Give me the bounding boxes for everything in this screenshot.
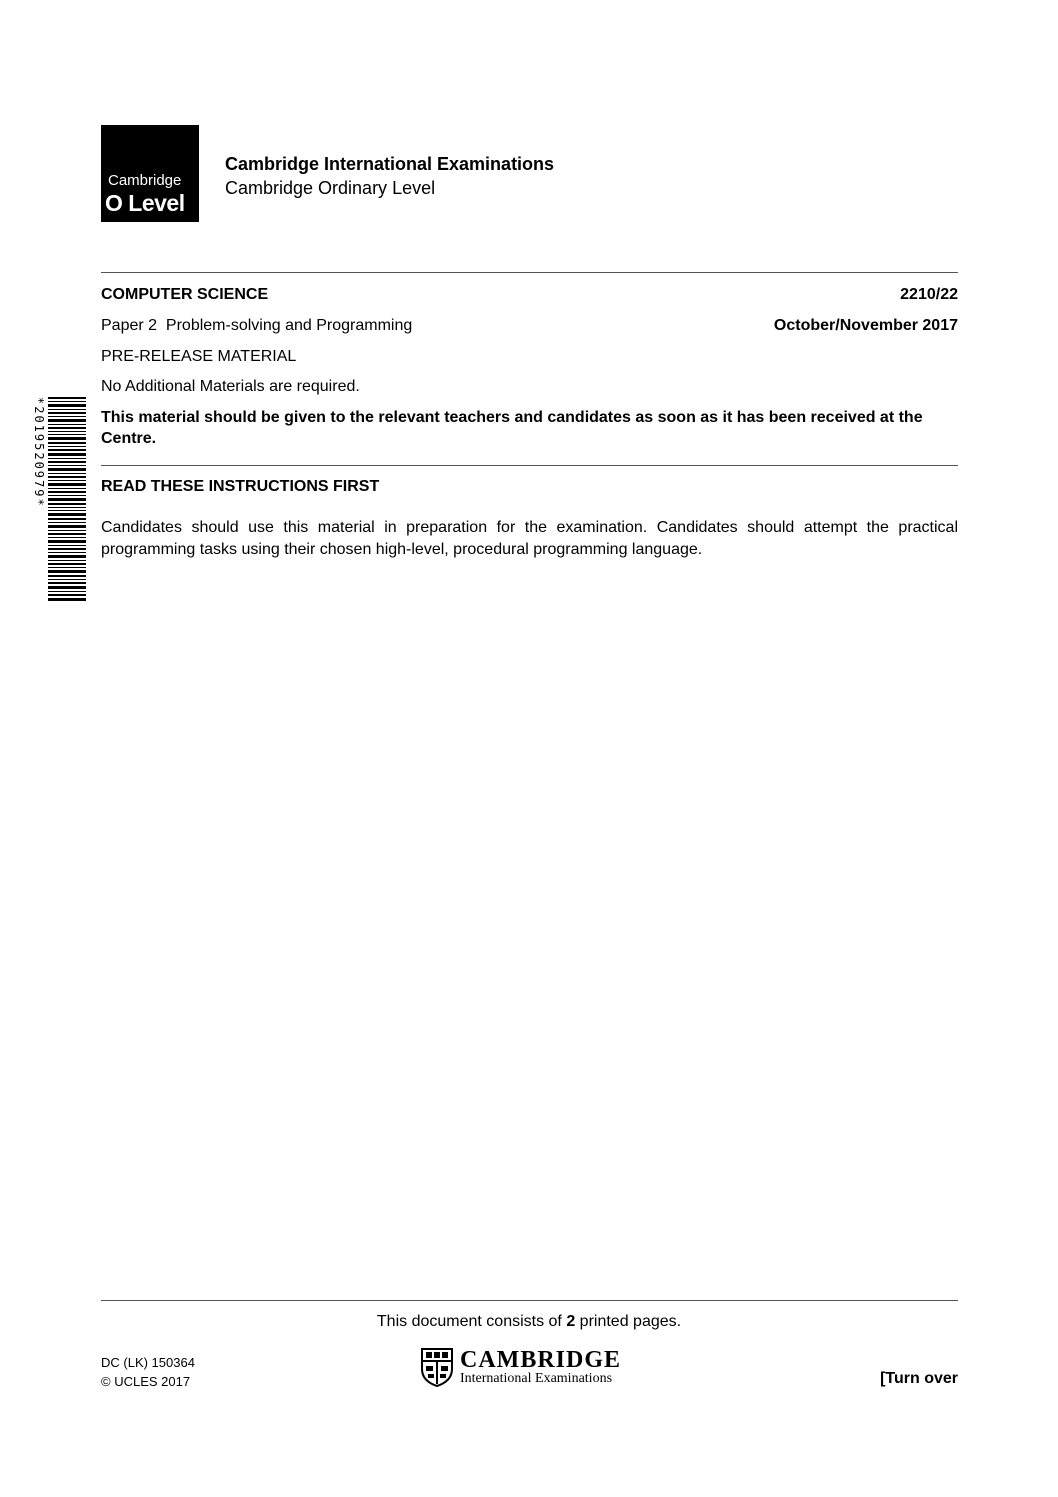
cambridge-crest-icon — [420, 1347, 454, 1387]
materials-note: No Additional Materials are required. — [101, 378, 360, 395]
page-count-suffix: printed pages. — [575, 1313, 682, 1330]
logo-line-cambridge: Cambridge — [108, 172, 182, 189]
pre-release-label: PRE-RELEASE MATERIAL — [101, 348, 297, 365]
instructions-body: Candidates should use this material in preparation for the examination. Candidates should attempt the practical programming tasks using their chosen high-level, procedural programming language. — [101, 519, 958, 558]
cambridge-brand-logo — [420, 1347, 630, 1387]
instructions-divider — [101, 465, 958, 466]
instructions-heading: READ THESE INSTRUCTIONS FIRST — [101, 478, 380, 495]
distribution-notice: This material should be given to the relevant teachers and candidates as soon as it has been received at the Centre. — [101, 409, 923, 447]
top-divider — [101, 272, 958, 273]
subject-title: COMPUTER SCIENCE — [101, 286, 269, 303]
qualification-name: Cambridge Ordinary Level — [225, 178, 436, 198]
page-count-number: 2 — [566, 1313, 576, 1330]
page-count-note — [0, 1313, 1058, 1331]
brand-subtitle: International Examinations — [460, 1371, 613, 1386]
footer-divider — [101, 1300, 958, 1301]
brand-wordmark: CAMBRIDGE — [460, 1347, 622, 1373]
exam-board-name: Cambridge International Examinations — [225, 154, 555, 174]
turn-over-label: [Turn over — [880, 1370, 958, 1387]
syllabus-code: 2210/22 — [900, 286, 958, 303]
paper-title: Paper 2 Problem-solving and Programming — [101, 317, 413, 334]
document-code: DC (LK) 150364 — [101, 1355, 195, 1370]
cambridge-o-level-logo — [101, 125, 199, 222]
page-count-prefix: This document consists of — [376, 1313, 567, 1330]
barcode-number: *2019520979* — [32, 397, 46, 508]
logo-line-o-level: O Level — [105, 190, 185, 216]
copyright: © UCLES 2017 — [101, 1374, 191, 1389]
exam-session: October/November 2017 — [773, 317, 958, 334]
